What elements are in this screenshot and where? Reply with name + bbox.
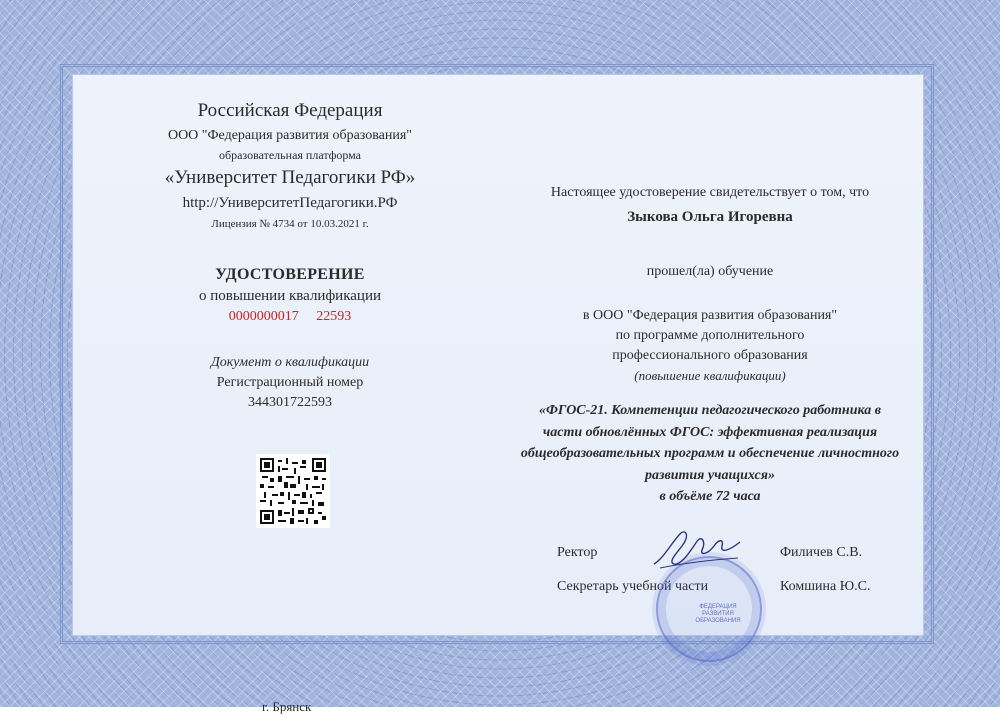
registration-label: Регистрационный номер <box>216 375 364 390</box>
platform-label: образовательная платформа <box>218 148 362 162</box>
course-hours: в объёме 72 часа <box>659 488 761 504</box>
document-number-value: 22593 <box>316 309 352 324</box>
document-number <box>140 309 440 325</box>
document-series: 0000000017 <box>228 309 299 324</box>
organization-name: ООО "Федерация развития образования" <box>167 128 413 143</box>
program-line-2: профессионального образования <box>612 348 808 363</box>
course-title-line: «ФГОС-21. Компетенции педагогического работника в <box>539 403 881 418</box>
document-title: УДОСТОВЕРЕНИЕ <box>215 266 365 283</box>
rector-name: Филичев С.В. <box>780 545 863 560</box>
recipient-name: Зыкова Ольга Игоревна <box>627 209 793 225</box>
stamp-text: ФЕДЕРАЦИЯ РАЗВИТИЯ ОБРАЗОВАНИЯ <box>695 604 741 624</box>
document-subtitle: о повышении квалификации <box>199 288 381 304</box>
issuer-block <box>140 100 440 411</box>
secretary-label: Секретарь учебной части <box>557 579 709 594</box>
website-url: http://УниверситетПедагогики.РФ <box>182 195 398 211</box>
course-title-line: общеобразовательных программ и обеспечение личностного <box>520 446 900 462</box>
city-label: г. Брянск <box>262 699 312 714</box>
intro-text: Настоящее удостоверение свидетельствует о том, что <box>550 185 870 200</box>
university-name: «Университет Педагогики РФ» <box>164 167 416 188</box>
organization-line: в ООО "Федерация развития образования" <box>582 308 838 323</box>
secretary-name: Комшина Ю.С. <box>780 579 871 594</box>
course-title <box>500 400 920 487</box>
program-line-1: по программе дополнительного <box>615 328 805 343</box>
course-title-line: развития учащихся» <box>645 468 775 484</box>
qr-code-icon <box>256 454 330 528</box>
rector-label: Ректор <box>557 545 598 560</box>
course-title-line: части обновлённых ФГОС: эффективная реализация <box>542 424 878 440</box>
rector-signature <box>650 528 745 572</box>
recipient-block <box>500 185 920 505</box>
country-heading: Российская Федерация <box>197 100 383 121</box>
qualification-doc-label: Документ о квалификации <box>210 355 370 370</box>
license-info: Лицензия № 4734 от 10.03.2021 г. <box>211 218 369 230</box>
passed-training-text: прошел(ла) обучение <box>646 264 774 279</box>
registration-number: 344301722593 <box>248 395 332 410</box>
program-type: (повышение квалификации) <box>634 368 786 383</box>
